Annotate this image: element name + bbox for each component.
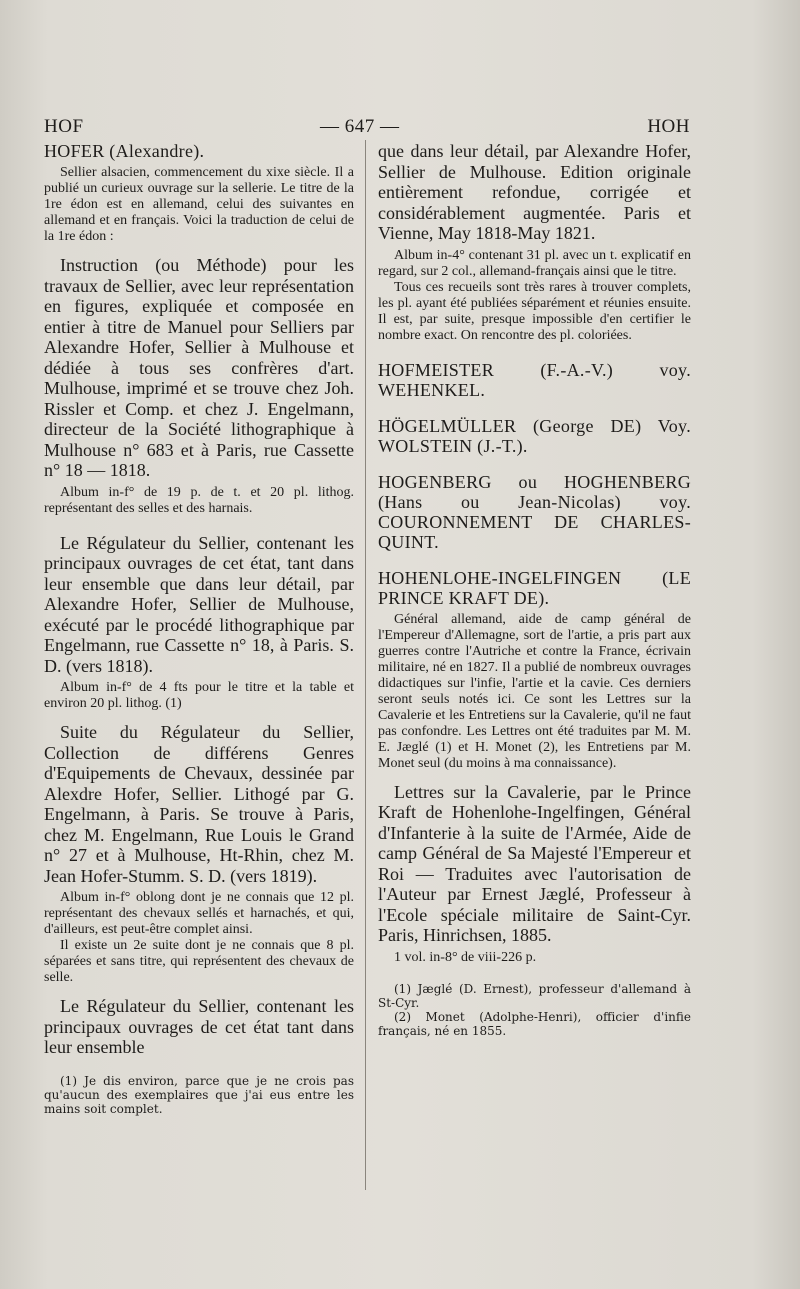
entry-heading-hohenlohe: HOHENLOHE-INGELFINGEN (LE PRINCE KRAFT DE). — [378, 567, 691, 608]
entry-heading-hogenberg: HOGENBERG ou HOGHENBERG (Hans ou Jean-Nicolas) voy. COURONNEMENT DE CHARLES-QUINT. — [378, 471, 691, 552]
header-left: HOF — [44, 116, 84, 137]
description-note: 1 vol. in-8° de viii-226 p. — [394, 949, 537, 965]
footnote: (2) Monet (Adolphe-Henri), officier d'infie français, né en 1855. — [378, 1009, 691, 1038]
entry-heading-hofmeister: HOFMEISTER (F.-A.-V.) voy. WEHENKEL. — [378, 359, 691, 400]
entry-heading-hogelmuller: HÖGELMÜLLER (George DE) Voy. WOLSTEIN (J.-T.). — [378, 415, 691, 456]
footnote: (1) Je dis environ, parce que je ne crois pas qu'aucun des exemplaires que j'ai eus entre les mains soit complet. — [44, 1073, 354, 1116]
description-note: Tous ces recueils sont très rares à trouver complets, les pl. ayant été publiées séparément et réunies ensuite. Il est, par suite, presque impossible d'en certifier le nombre exact. On rencontre des pl. coloriées. — [378, 279, 691, 343]
description-note: Il existe un 2e suite dont je ne connais que 8 pl. séparées et sans titre, qui représentent des chevaux de selle. — [44, 938, 354, 985]
description-note: Album in-f° oblong dont je ne connais que 12 pl. représentant des chevaux sellés et harnachés, et qui, d'ailleurs, est peut-être complet ainsi. — [44, 890, 354, 937]
title-entry: Suite du Régulateur du Sellier, Collection de différens Genres d'Equipements de Chevaux, dessinée par Alexdre Hofer, Sellier. Lithogé par G. Engelmann, à Paris. Se trouve à Paris, chez M. Engelmann, Rue Louis le Grand n° 27 et à Mulhouse, Ht-Rhin, chez M. Jean Hofer-Stumm. S. D. (vers 1819). — [44, 722, 354, 886]
title-entry: Le Régulateur du Sellier, contenant les principaux ouvrages de cet état tant dans leur ensemble — [44, 996, 354, 1057]
title-entry: Instruction (ou Méthode) pour les travaux de Sellier, avec leur représentation en figures, expliquée et composée en entier à titre de Manuel pour Selliers par Alexandre Hofer, Sellier à Mulhouse et dédiée à tous ses confrères d'art. Mulhouse, imprimé et se trouve chez Joh. Rissler et Comp. et chez J. Engelmann, directeur de la Société lithographique à Mulhouse n° 683 et à Paris, rue Cassette n° 18 — 1818. — [44, 255, 354, 480]
column-rule — [365, 140, 366, 1190]
page-number: — 647 — — [320, 116, 400, 137]
left-column — [44, 141, 354, 1116]
biography-note: Général allemand, aide de camp général de l'Empereur d'Allemagne, sort de l'artie, a pris part aux guerres contre l'Autriche et contre la France, écrivain militaire, né en 1827. Il a publié de nombreux ouvrages didactiques sur l'infie, l'artie et la cavie. Ces derniers seront seuls notés ici. Ce sont les Lettres sur la Cavalerie et les Entretiens sur la Cavalerie, qu'il ne faut pas confondre. Les Lettres ont été traduites par M. M. E. Jæglé (1) et H. Monet (2), les Entretiens par M. Monet seul (du moins à ma connaissance). — [378, 611, 691, 771]
footnote: (1) Jæglé (D. Ernest), professeur d'allemand à St-Cyr. — [378, 981, 691, 1010]
title-entry: Lettres sur la Cavalerie, par le Prince Kraft de Hohenlohe-Ingelfingen, Général d'Infanterie à la suite de l'Armée, Aide de camp Général de Sa Majesté l'Empereur et Roi — Traduites avec l'autorisation de l'Auteur par Ernest Jæglé, Professeur à l'Ecole spéciale militaire de Saint-Cyr. Paris, Hinrichsen, 1885. — [378, 781, 691, 945]
description-note: Album in-f° de 19 p. de t. et 20 pl. lithog. représentant des selles et des harnais. — [44, 484, 354, 516]
description-note: Album in-4° contenant 31 pl. avec un t. explicatif en regard, sur 2 col., allemand-français ainsi que le titre. — [378, 247, 691, 279]
biography-note: Sellier alsacien, commencement du xixe siècle. Il a publié un curieux ouvrage sur la sellerie. Le titre de la 1re édon est en allemand, celui des suivantes en allemand et en français. Voici la traduction de celui de la 1re édon : — [44, 165, 354, 244]
entry-heading-hofer: HOFER (Alexandre). — [44, 141, 205, 161]
description-note: Album in-f° de 4 fts pour le titre et la table et environ 20 pl. lithog. (1) — [44, 680, 354, 711]
right-column — [378, 141, 691, 1038]
title-entry-continued: que dans leur détail, par Alexandre Hofer, Sellier de Mulhouse. Edition originale entièrement refondue, corrigée et considérablement augmentée. Paris et Vienne, May 1818-May 1821. — [378, 141, 691, 243]
header-right: HOH — [647, 116, 690, 137]
title-entry: Le Régulateur du Sellier, contenant les principaux ouvrages de cet état, tant dans leur ensemble que dans leur détail, par Alexandre Hofer, Sellier de Mulhouse, exécuté par le procédé lithographique par Engelmann, rue Cassette n° 18, à Paris. S. D. (vers 1818). — [44, 532, 354, 676]
